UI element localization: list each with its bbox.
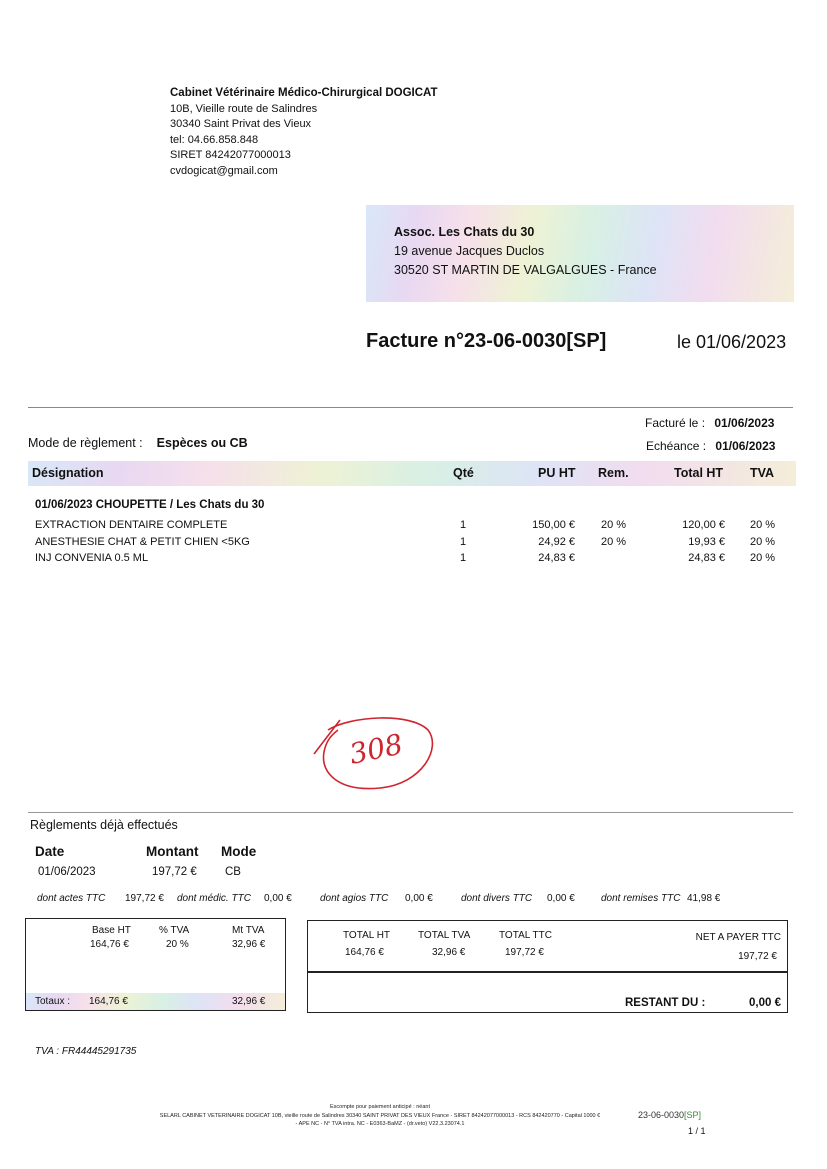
sender-address-line2: 30340 Saint Privat des Vieux bbox=[170, 118, 312, 130]
balance-due-value: 0,00 € bbox=[749, 997, 781, 1009]
footer-invoice-ref bbox=[638, 1110, 701, 1120]
sender-email: cvdogicat@gmail.com bbox=[170, 164, 278, 177]
actes-value: 197,72 € bbox=[125, 893, 164, 904]
recipient-block bbox=[366, 205, 794, 302]
billed-date-value: 01/06/2023 bbox=[714, 416, 775, 430]
total-tva-label: TOTAL TVA bbox=[418, 930, 471, 941]
payments-col-amount: Montant bbox=[146, 844, 199, 859]
totals-band bbox=[26, 993, 285, 1010]
agios-label: dont agios TTC bbox=[320, 893, 389, 904]
total-ttc-label: TOTAL TTC bbox=[499, 930, 552, 941]
row-pu-ht: 150,00 € bbox=[532, 519, 575, 531]
balance-due-label: RESTANT DU : bbox=[625, 997, 706, 1009]
footer-ref-number: 23-06-0030 bbox=[638, 1110, 685, 1120]
remises-label: dont remises TTC bbox=[601, 893, 681, 904]
payment-mode-label: Mode de règlement : bbox=[28, 436, 143, 450]
totals-label: Totaux : bbox=[35, 996, 71, 1007]
row-designation: EXTRACTION DENTAIRE COMPLETE bbox=[35, 519, 228, 531]
billed-date-line bbox=[645, 416, 774, 430]
items-section-title: 01/06/2023 CHOUPETTE / Les Chats du 30 bbox=[35, 499, 265, 511]
row-designation: ANESTHESIE CHAT & PETIT CHIEN <5KG bbox=[35, 536, 250, 548]
payment-mode-cb: CB bbox=[225, 866, 241, 878]
row-tva: 20 % bbox=[750, 519, 776, 531]
page-number: 1 / 1 bbox=[688, 1126, 706, 1136]
legal-footer bbox=[80, 1103, 680, 1129]
invoice-date: le 01/06/2023 bbox=[677, 332, 787, 352]
divers-label: dont divers TTC bbox=[461, 893, 533, 904]
medic-label: dont médic. TTC bbox=[177, 893, 251, 904]
due-date-value: 01/06/2023 bbox=[715, 439, 776, 453]
tva-rate-label: % TVA bbox=[159, 925, 190, 936]
tva-breakdown-box bbox=[25, 918, 286, 1011]
row-tva: 20 % bbox=[750, 536, 776, 548]
payment-mode bbox=[28, 436, 248, 450]
payments-title: Règlements déjà effectués bbox=[30, 818, 178, 832]
row-qty: 1 bbox=[460, 536, 467, 548]
total-ht-label: TOTAL HT bbox=[343, 930, 391, 941]
col-qty: Qté bbox=[453, 466, 474, 480]
table-row bbox=[35, 536, 795, 552]
divider-bottom bbox=[28, 812, 793, 813]
row-designation: INJ CONVENIA 0.5 ML bbox=[35, 552, 149, 564]
divers-value: 0,00 € bbox=[547, 893, 575, 904]
table-row bbox=[35, 519, 795, 535]
sender-siret: SIRET 84242077000013 bbox=[170, 149, 291, 161]
row-pu-ht: 24,83 € bbox=[538, 552, 575, 564]
sender-phone: tel: 04.66.858.848 bbox=[170, 133, 259, 146]
invoice-title: Facture n°23-06-0030[SP] bbox=[366, 330, 607, 352]
stamp-circle-icon bbox=[310, 708, 440, 798]
footer-discount-note: Escompte pour paiement anticipé : néant bbox=[330, 1104, 430, 1110]
recipient-name: Assoc. Les Chats du 30 bbox=[394, 225, 535, 239]
col-tva: TVA bbox=[750, 466, 775, 480]
items-table-header bbox=[28, 461, 796, 486]
mt-tva-value: 32,96 € bbox=[232, 939, 266, 950]
agios-value: 0,00 € bbox=[405, 893, 433, 904]
footer-company-info: SELARL CABINET VETERINAIRE DOGICAT 10B, vieille route de Salindres 30340 SAINT PRIVAT DES VIEUX France - SIRET 84242077000013 - RCS 842420770 - Capital 1000 € bbox=[159, 1112, 601, 1119]
base-ht-label: Base HT bbox=[92, 925, 131, 936]
row-qty: 1 bbox=[460, 519, 467, 531]
totals-separator bbox=[308, 971, 787, 973]
total-tva-value: 32,96 € bbox=[432, 947, 466, 958]
totals-base-value: 164,76 € bbox=[89, 996, 128, 1007]
footer-ref-suffix: [SP] bbox=[684, 1110, 702, 1120]
handwritten-stamp bbox=[310, 708, 440, 803]
recipient-address-line2: 30520 ST MARTIN DE VALGALGUES - France bbox=[394, 263, 657, 277]
payment-amount: 197,72 € bbox=[152, 866, 197, 878]
table-row bbox=[35, 552, 795, 568]
row-total-ht: 19,93 € bbox=[688, 536, 725, 548]
payment-date: 01/06/2023 bbox=[38, 866, 96, 878]
mt-tva-label: Mt TVA bbox=[232, 925, 265, 936]
totals-mt-value: 32,96 € bbox=[232, 996, 266, 1007]
row-qty: 1 bbox=[460, 552, 467, 564]
row-total-ht: 24,83 € bbox=[688, 552, 725, 564]
total-ttc-value: 197,72 € bbox=[505, 947, 544, 958]
tva-rate-value: 20 % bbox=[166, 939, 189, 950]
remises-value: 41,98 € bbox=[687, 893, 721, 904]
row-pu-ht: 24,92 € bbox=[538, 536, 575, 548]
net-to-pay-value: 197,72 € bbox=[738, 951, 777, 962]
col-designation: Désignation bbox=[32, 466, 104, 480]
medic-value: 0,00 € bbox=[264, 893, 292, 904]
payment-mode-value: Espèces ou CB bbox=[156, 436, 248, 450]
tva-number: TVA : FR44445291735 bbox=[35, 1046, 137, 1057]
payments-col-date: Date bbox=[35, 844, 65, 859]
totals-box bbox=[307, 920, 788, 1013]
row-tva: 20 % bbox=[750, 552, 776, 564]
due-date-line bbox=[646, 439, 775, 453]
recipient-address-line1: 19 avenue Jacques Duclos bbox=[394, 244, 545, 258]
payments-col-mode: Mode bbox=[221, 844, 257, 859]
row-total-ht: 120,00 € bbox=[682, 519, 725, 531]
sender-name: Cabinet Vétérinaire Médico-Chirurgical DOGICAT bbox=[170, 87, 438, 99]
sender-block bbox=[170, 86, 438, 179]
divider-top bbox=[28, 407, 793, 408]
stamp-number: 308 bbox=[346, 727, 406, 771]
footer-registration-info: - APE NC - N° TVA intra. NC - E0363-BaMZ - (dr.veto) V22.3.23074.1 bbox=[295, 1121, 465, 1127]
total-ht-value: 164,76 € bbox=[345, 947, 384, 958]
base-ht-value: 164,76 € bbox=[90, 939, 129, 950]
col-pu-ht: PU HT bbox=[538, 466, 576, 480]
actes-label: dont actes TTC bbox=[37, 893, 106, 904]
net-to-pay-label: NET A PAYER TTC bbox=[695, 932, 781, 943]
row-rem: 20 % bbox=[601, 536, 627, 548]
col-rem: Rem. bbox=[598, 466, 629, 480]
due-date-label: Echéance : bbox=[646, 439, 707, 453]
billed-date-label: Facturé le : bbox=[645, 416, 706, 430]
row-rem: 20 % bbox=[601, 519, 627, 531]
col-total-ht: Total HT bbox=[674, 466, 724, 480]
sender-address-line1: 10B, Vieille route de Salindres bbox=[170, 102, 318, 115]
